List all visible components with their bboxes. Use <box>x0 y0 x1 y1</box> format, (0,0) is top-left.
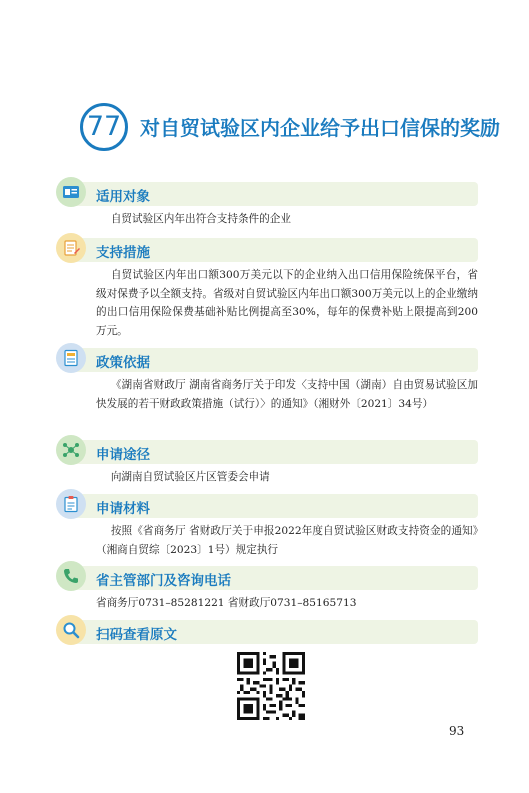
section-materials <box>60 494 478 556</box>
section-label: 省主管部门及咨询电话 <box>96 573 231 589</box>
section-label: 政策依据 <box>96 355 150 371</box>
phone-icon <box>56 561 86 591</box>
network-icon <box>56 435 86 465</box>
qr-code[interactable] <box>237 652 305 720</box>
section-label: 申请材料 <box>96 501 150 517</box>
section-header <box>60 440 478 464</box>
section-label: 扫码查看原文 <box>96 627 177 643</box>
policy-title-text: 对自贸试验区内企业给予出口信保的奖励 <box>140 116 500 140</box>
section-header <box>60 620 478 644</box>
section-body: 按照《省商务厅 省财政厅关于申报2022年度自贸试验区财政支持资金的通知》（湘商自贸综〔2023〕1号）规定执行 <box>96 525 478 556</box>
section-header <box>60 566 478 590</box>
section-header <box>60 348 478 372</box>
section-label: 支持措施 <box>96 245 150 261</box>
section-body: 向湖南自贸试验区片区管委会申请 <box>110 471 270 483</box>
section-channel <box>60 440 478 483</box>
section-body: 《湖南省财政厅 湖南省商务厅关于印发〈支持中国（湖南）自由贸易试验区加快发展的若干财政政策措施（试行）〉的通知》（湘财外〔2021〕34号） <box>96 379 478 410</box>
clipboard-icon <box>56 489 86 519</box>
section-header <box>60 494 478 518</box>
section-body: 省商务厅0731–85281221 省财政厅0731–85165713 <box>96 597 357 609</box>
section-contact <box>60 566 478 609</box>
section-applicable <box>60 182 478 225</box>
section-header <box>60 238 478 262</box>
policy-title <box>80 103 500 157</box>
page-number: 93 <box>449 724 465 738</box>
id-card-icon <box>56 177 86 207</box>
document-pen-icon <box>56 233 86 263</box>
section-label: 适用对象 <box>96 189 150 205</box>
magnifier-icon <box>56 615 86 645</box>
section-body: 自贸试验区内年出符合支持条件的企业 <box>110 213 291 225</box>
section-scan <box>60 620 478 644</box>
section-header <box>60 182 478 206</box>
section-basis <box>60 348 478 410</box>
section-measures <box>60 238 478 337</box>
policy-number-badge: 77 <box>80 103 128 151</box>
section-label: 申请途径 <box>96 447 150 463</box>
policy-document-icon <box>56 343 86 373</box>
section-body: 自贸试验区内年出口额300万美元以下的企业纳入出口信用保险统保平台，省级对保费予以全额支持。省级对自贸试验区内年出口额300万美元以上的企业缴纳的出口信用保险保费基础补贴比例提高至30%，每年的保费补贴上限提高到200万元。 <box>96 269 478 337</box>
